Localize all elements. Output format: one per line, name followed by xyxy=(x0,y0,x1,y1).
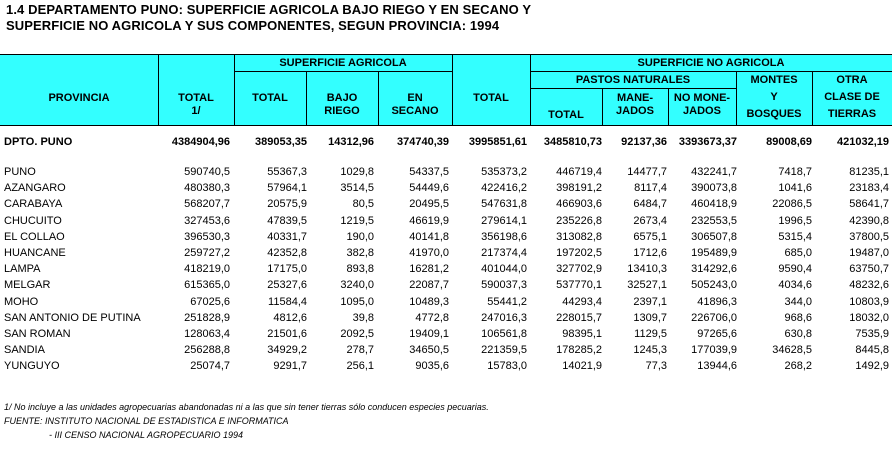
table-cell: 1245,3 xyxy=(633,344,667,356)
table-cell: 55367,3 xyxy=(267,166,307,178)
total-cell: 374740,39 xyxy=(397,136,449,148)
table-cell: 42390,8 xyxy=(849,215,889,227)
table-cell: 568207,7 xyxy=(184,198,230,210)
province-name: SANDIA xyxy=(4,344,45,356)
footnote-census: - III CENSO NACIONAL AGROPECUARIO 1994 xyxy=(49,430,244,440)
table-cell: 21501,6 xyxy=(267,328,307,340)
table-cell: 41896,3 xyxy=(697,296,737,308)
table-cell: 228015,7 xyxy=(556,312,602,324)
table-cell: 3240,0 xyxy=(340,279,374,291)
table-cell: 279614,1 xyxy=(481,215,527,227)
col-header-pn-total: TOTAL xyxy=(548,109,584,121)
footnote-1: 1/ No incluye a las unidades agropecuarias abandonadas ni a las que sin tener tierras sólo conducen especies pecuarias. xyxy=(4,402,489,412)
table-cell: 7418,7 xyxy=(778,166,812,178)
table-cell: 41970,0 xyxy=(409,247,449,259)
table-cell: 418219,0 xyxy=(184,263,230,275)
table-cell: 256,1 xyxy=(346,360,374,372)
table-cell: 356198,6 xyxy=(481,231,527,243)
table-cell: 4034,6 xyxy=(778,279,812,291)
table-cell: 54337,5 xyxy=(409,166,449,178)
table-cell: 42352,8 xyxy=(267,247,307,259)
table-cell: 390073,8 xyxy=(691,182,737,194)
group-header-superficie-agricola: SUPERFICIE AGRICOLA xyxy=(279,57,407,69)
table-cell: 590740,5 xyxy=(184,166,230,178)
header-bottom-border xyxy=(0,125,892,126)
col-header-sna-total: TOTAL xyxy=(473,92,509,104)
province-name: LAMPA xyxy=(4,263,41,275)
col-header-montes-bosques: MONTES Y BOSQUES xyxy=(746,74,802,120)
table-cell: 226706,0 xyxy=(691,312,737,324)
table-cell: 55441,2 xyxy=(487,296,527,308)
table-cell: 80,5 xyxy=(352,198,374,210)
table-cell: 128063,4 xyxy=(184,328,230,340)
title-line-2: SUPERFICIE NO AGRICOLA Y SUS COMPONENTES, SEGUN PROVINCIA: 1994 xyxy=(6,18,500,33)
table-cell: 685,0 xyxy=(784,247,812,259)
table-cell: 46619,9 xyxy=(409,215,449,227)
table-cell: 547631,8 xyxy=(481,198,527,210)
table-cell: 7535,9 xyxy=(855,328,889,340)
province-name: CARABAYA xyxy=(4,198,63,210)
table-cell: 535373,2 xyxy=(481,166,527,178)
table-cell: 20575,9 xyxy=(267,198,307,210)
table-cell: 15783,0 xyxy=(487,360,527,372)
table-cell: 22086,5 xyxy=(772,198,812,210)
group-header-pastos-naturales: PASTOS NATURALES xyxy=(575,74,691,86)
header-rule-agricola xyxy=(234,71,452,72)
province-name: AZANGARO xyxy=(4,182,66,194)
table-cell: 2092,5 xyxy=(340,328,374,340)
table-cell: 77,3 xyxy=(645,360,667,372)
province-name: SAN ANTONIO DE PUTINA xyxy=(4,312,141,324)
table-cell: 968,6 xyxy=(784,312,812,324)
table-cell: 466903,6 xyxy=(556,198,602,210)
table-cell: 9035,6 xyxy=(415,360,449,372)
col-header-no-manejados: NO MONE- JADOS xyxy=(673,92,731,117)
table-cell: 256288,8 xyxy=(184,344,230,356)
header-rule-no-agricola xyxy=(530,71,892,72)
table-cell: 54449,6 xyxy=(409,182,449,194)
table-cell: 13410,3 xyxy=(627,263,667,275)
footnotes xyxy=(4,400,489,442)
table-cell: 16281,2 xyxy=(409,263,449,275)
table-cell: 446719,4 xyxy=(556,166,602,178)
table-cell: 17175,0 xyxy=(267,263,307,275)
table-cell: 19487,0 xyxy=(849,247,889,259)
table-cell: 4812,6 xyxy=(273,312,307,324)
table-cell: 9590,4 xyxy=(778,263,812,275)
total-cell: 3485810,73 xyxy=(543,136,602,148)
table-cell: 25327,6 xyxy=(267,279,307,291)
col-header-provincia: PROVINCIA xyxy=(48,92,110,104)
table-cell: 480380,3 xyxy=(184,182,230,194)
table-cell: 1309,7 xyxy=(633,312,667,324)
col-header-bajo-riego: BAJO RIEGO xyxy=(324,92,360,117)
table-cell: 232553,5 xyxy=(691,215,737,227)
table-cell: 4772,8 xyxy=(415,312,449,324)
table-cell: 1996,5 xyxy=(778,215,812,227)
table-cell: 1029,8 xyxy=(340,166,374,178)
table-cell: 344,0 xyxy=(784,296,812,308)
table-cell: 10803,9 xyxy=(849,296,889,308)
table-cell: 190,0 xyxy=(346,231,374,243)
table-cell: 327453,6 xyxy=(184,215,230,227)
table-cell: 221359,5 xyxy=(481,344,527,356)
total-cell: 3393673,37 xyxy=(678,136,737,148)
total-cell: 389053,35 xyxy=(255,136,307,148)
table-cell: 235226,8 xyxy=(556,215,602,227)
total-cell: 3995851,61 xyxy=(468,136,527,148)
total-cell: 89008,69 xyxy=(766,136,812,148)
province-name: MELGAR xyxy=(4,279,51,291)
page-title xyxy=(6,2,531,34)
table-cell: 1095,0 xyxy=(340,296,374,308)
table-cell: 5315,4 xyxy=(778,231,812,243)
table-cell: 47839,5 xyxy=(267,215,307,227)
table-cell: 1492,9 xyxy=(855,360,889,372)
table-cell: 23183,4 xyxy=(849,182,889,194)
province-name: YUNGUYO xyxy=(4,360,60,372)
province-name: PUNO xyxy=(4,166,36,178)
table-cell: 18032,0 xyxy=(849,312,889,324)
table-cell: 268,2 xyxy=(784,360,812,372)
header-top-border xyxy=(0,54,892,55)
table-cell: 67025,6 xyxy=(190,296,230,308)
table-cell: 19409,1 xyxy=(409,328,449,340)
table-cell: 13944,6 xyxy=(697,360,737,372)
table-cell: 251828,9 xyxy=(184,312,230,324)
table-cell: 1219,5 xyxy=(340,215,374,227)
table-cell: 6484,7 xyxy=(633,198,667,210)
table-cell: 6575,1 xyxy=(633,231,667,243)
table-cell: 432241,7 xyxy=(691,166,737,178)
table-cell: 396530,3 xyxy=(184,231,230,243)
col-header-en-secano: EN SECANO xyxy=(391,92,439,117)
table-cell: 259727,2 xyxy=(184,247,230,259)
header-rule-pastos xyxy=(530,88,736,89)
table-cell: 81235,1 xyxy=(849,166,889,178)
province-name: CHUCUITO xyxy=(4,215,62,227)
table-cell: 195489,9 xyxy=(691,247,737,259)
table-cell: 98395,1 xyxy=(562,328,602,340)
table-cell: 313082,8 xyxy=(556,231,602,243)
table-cell: 217374,4 xyxy=(481,247,527,259)
province-name: SAN ROMAN xyxy=(4,328,71,340)
table-cell: 34929,2 xyxy=(267,344,307,356)
table-cell: 14021,9 xyxy=(562,360,602,372)
table-cell: 34628,5 xyxy=(772,344,812,356)
table-cell: 2673,4 xyxy=(633,215,667,227)
table-cell: 401044,0 xyxy=(481,263,527,275)
table-cell: 25074,7 xyxy=(190,360,230,372)
province-name: EL COLLAO xyxy=(4,231,65,243)
table-cell: 40331,7 xyxy=(267,231,307,243)
table-cell: 893,8 xyxy=(346,263,374,275)
table-cell: 398191,2 xyxy=(556,182,602,194)
province-name: HUANCANE xyxy=(4,247,66,259)
col-header-otra-clase: OTRA CLASE DE TIERRAS xyxy=(824,74,880,120)
table-cell: 3514,5 xyxy=(340,182,374,194)
table-cell: 278,7 xyxy=(346,344,374,356)
table-cell: 44293,4 xyxy=(562,296,602,308)
total-cell: 14312,96 xyxy=(328,136,374,148)
table-cell: 97265,6 xyxy=(697,328,737,340)
table-cell: 10489,3 xyxy=(409,296,449,308)
table-cell: 39,8 xyxy=(352,312,374,324)
table-cell: 40141,8 xyxy=(409,231,449,243)
footnote-source: FUENTE: INSTITUTO NACIONAL DE ESTADISTICA E INFORMATICA xyxy=(4,416,289,426)
col-header-manejados: MANE- JADOS xyxy=(616,92,654,117)
total-cell: 4384904,96 xyxy=(171,136,230,148)
table-cell: 615365,0 xyxy=(184,279,230,291)
table-cell: 1712,6 xyxy=(633,247,667,259)
table-cell: 57964,1 xyxy=(267,182,307,194)
table-cell: 1041,6 xyxy=(778,182,812,194)
table-cell: 8117,4 xyxy=(634,182,667,194)
title-line-1: 1.4 DEPARTAMENTO PUNO: SUPERFICIE AGRICOLA BAJO RIEGO Y EN SECANO Y xyxy=(6,2,532,17)
table-cell: 505243,0 xyxy=(691,279,737,291)
table-cell: 9291,7 xyxy=(273,360,307,372)
table-cell: 247016,3 xyxy=(481,312,527,324)
province-name: MOHO xyxy=(4,296,39,308)
table-cell: 20495,5 xyxy=(409,198,449,210)
total-cell: 421032,19 xyxy=(837,136,889,148)
table-cell: 422416,2 xyxy=(481,182,527,194)
table-cell: 590037,3 xyxy=(481,279,527,291)
table-cell: 106561,8 xyxy=(481,328,527,340)
table-cell: 14477,7 xyxy=(627,166,667,178)
table-cell: 197202,5 xyxy=(556,247,602,259)
table-cell: 8445,8 xyxy=(855,344,889,356)
header-divider xyxy=(452,54,453,126)
table-cell: 178285,2 xyxy=(556,344,602,356)
table-cell: 306507,8 xyxy=(691,231,737,243)
table-cell: 37800,5 xyxy=(849,231,889,243)
col-header-total: TOTAL 1/ xyxy=(178,92,214,117)
table-cell: 314292,6 xyxy=(691,263,737,275)
table-cell: 48232,6 xyxy=(849,279,889,291)
table-cell: 630,8 xyxy=(784,328,812,340)
table-cell: 32527,1 xyxy=(627,279,667,291)
table-cell: 34650,5 xyxy=(409,344,449,356)
group-header-superficie-no-agricola: SUPERFICIE NO AGRICOLA xyxy=(637,57,785,69)
table-cell: 537770,1 xyxy=(556,279,602,291)
table-cell: 1129,5 xyxy=(634,328,667,340)
table-cell: 63750,7 xyxy=(849,263,889,275)
table-cell: 58641,7 xyxy=(849,198,889,210)
table-cell: 177039,9 xyxy=(691,344,737,356)
col-header-sa-total: TOTAL xyxy=(252,92,288,104)
total-cell: 92137,36 xyxy=(621,136,667,148)
table-cell: 327702,9 xyxy=(556,263,602,275)
table-cell: 11584,4 xyxy=(268,296,307,308)
total-row-name: DPTO. PUNO xyxy=(4,136,73,148)
table-cell: 382,8 xyxy=(346,247,374,259)
table-cell: 460418,9 xyxy=(691,198,737,210)
table-cell: 22087,7 xyxy=(409,279,449,291)
table-cell: 2397,1 xyxy=(633,296,667,308)
